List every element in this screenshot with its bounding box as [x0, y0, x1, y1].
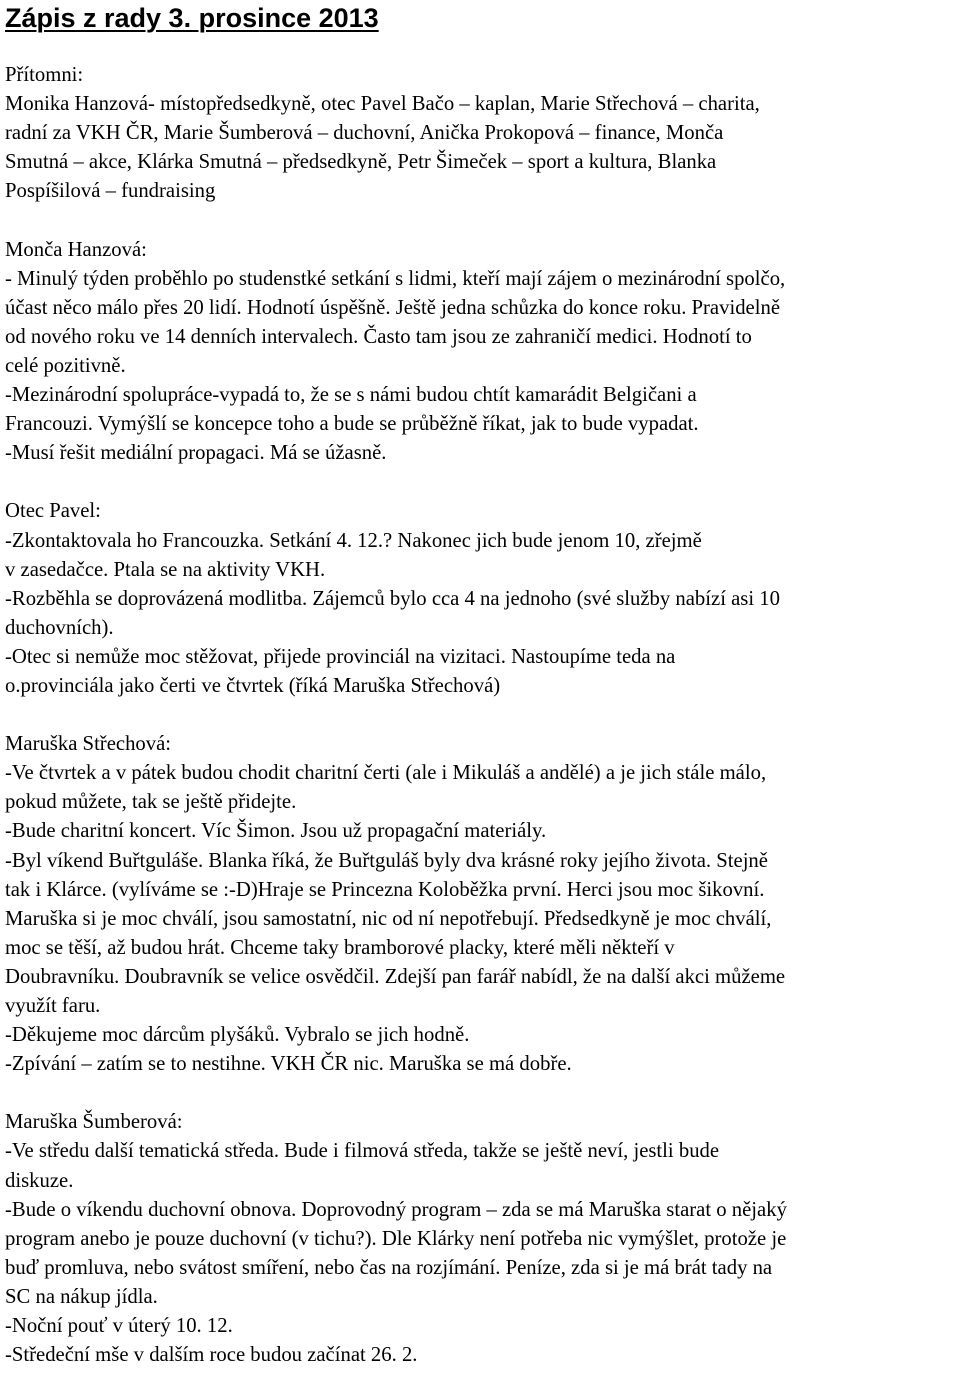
section-heading: Přítomni: [5, 64, 84, 86]
text-line: Maruška si je moc chválí, jsou samostatní, nic od ní nepotřebují. Předsedkyně je moc chválí, [5, 907, 772, 930]
text-line: Francouzi. Vymýšlí se koncepce toho a bude se průběžně říkat, jak to bude vypadat. [5, 413, 699, 436]
section-heading: Maruška Střechová: [5, 733, 172, 756]
text-line: -Rozběhla se doprovázená modlitba. Zájemců bylo cca 4 na jednoho (své služby nabízí asi 10 [5, 587, 780, 610]
text-line: Doubravníku. Doubravník se velice osvědčil. Zdejší pan farář nabídl, že na další akci můžeme [5, 965, 786, 988]
text-line: účast něco málo přes 20 lidí. Hodnotí úspěšně. Ještě jedna schůzka do konce roku. Pravidelně [5, 296, 781, 319]
text-line: -Bude o víkendu duchovní obnova. Doprovodný program – zda se má Maruška starat o nějaký [5, 1198, 787, 1221]
text-line: Monika Hanzová- místopředsedkyně, otec Pavel Bačo – kaplan, Marie Střechová – charita, [5, 93, 760, 116]
text-line: -Bude charitní koncert. Víc Šimon. Jsou už propagační materiály. [5, 820, 547, 843]
section-maruska-sumberova [5, 1108, 957, 1370]
text-line: -Otec si nemůže moc stěžovat, přijede provinciál na vizitaci. Nastoupíme teda na [5, 645, 676, 668]
text-line: -Musí řešit mediální propagaci. Má se úžasně. [5, 442, 387, 465]
text-line: tak i Klárce. (vylíváme se :-D)Hraje se Princezna Koloběžka první. Herci jsou moc šikovní. [5, 878, 765, 901]
text-line: využít faru. [5, 995, 101, 1017]
section-maruska-strechova [5, 730, 957, 1079]
text-line: -Mezinárodní spolupráce-vypadá to, že se s námi budou chtít kamarádit Belgičani a [5, 384, 697, 407]
text-line: diskuze. [5, 1169, 74, 1192]
text-line: od nového roku ve 14 denních intervalech. Často tam jsou ze zahraničí medici. Hodnotí to [5, 325, 752, 348]
text-line: pokud můžete, tak se ještě přidejte. [5, 791, 297, 814]
section-heading: Maruška Šumberová: [5, 1111, 183, 1134]
text-line: -Ve středu další tematická středa. Bude i filmová středa, takže se ještě neví, jestli bude [5, 1140, 720, 1163]
section-heading: Monča Hanzová: [5, 238, 147, 261]
section-heading: Otec Pavel: [5, 500, 101, 523]
text-line: -Noční pouť v úterý 10. 12. [5, 1315, 233, 1338]
text-line: -Zpívání – zatím se to nestihne. VKH ČR nic. Maruška se má dobře. [5, 1053, 572, 1076]
text-line: -Středeční mše v dalším roce budou začínat 26. 2. [5, 1344, 418, 1367]
section-attendees [5, 61, 957, 206]
document [5, 2, 957, 1399]
text-line: v zasedačce. Ptala se na aktivity VKH. [5, 558, 326, 581]
text-line: -Děkujeme moc dárcům plyšáků. Vybralo se jich hodně. [5, 1024, 470, 1047]
text-line: moc se těší, až budou hrát. Chceme taky bramborové placky, které měli někteří v [5, 936, 675, 959]
text-line: duchovních). [5, 616, 114, 639]
text-line: -Byl víkend Buřtguláše. Blanka říká, že Buřtguláš byly dva krásné roky jejího života. Stejně [5, 849, 768, 872]
text-line: SC na nákup jídla. [5, 1285, 158, 1308]
text-line: program anebo je pouze duchovní (v tichu?). Dle Klárky není potřeba nic vymýšlet, protože je [5, 1227, 787, 1250]
section-otec-pavel [5, 497, 957, 701]
text-line: - Minulý týden proběhlo po studenstké setkání s lidmi, kteří mají zájem o mezinárodní spolčo, [5, 267, 786, 290]
text-line: -Ve čtvrtek a v pátek budou chodit charitní čerti (ale i Mikuláš a andělé) a je jich stále málo, [5, 762, 767, 785]
text-line: Pospíšilová – fundraising [5, 180, 216, 203]
text-line: -Zkontaktovala ho Francouzka. Setkání 4. 12.? Nakonec jich bude jenom 10, zřejmě [5, 529, 702, 552]
text-line: o.provinciála jako čerti ve čtvrtek (říká Maruška Střechová) [5, 674, 501, 697]
text-line: celé pozitivně. [5, 354, 126, 377]
document-title: Zápis z rady 3. prosince 2013 [5, 3, 379, 33]
text-line: radní za VKH ČR, Marie Šumberová – duchovní, Anička Prokopová – finance, Monča [5, 122, 724, 145]
text-line: Smutná – akce, Klárka Smutná – předsedkyně, Petr Šimeček – sport a kultura, Blanka [5, 151, 717, 174]
text-line: buď promluva, nebo svátost smíření, nebo čas na rozjímání. Peníze, zda si je má brát tady na [5, 1256, 773, 1279]
section-monca-hanzova [5, 236, 957, 469]
